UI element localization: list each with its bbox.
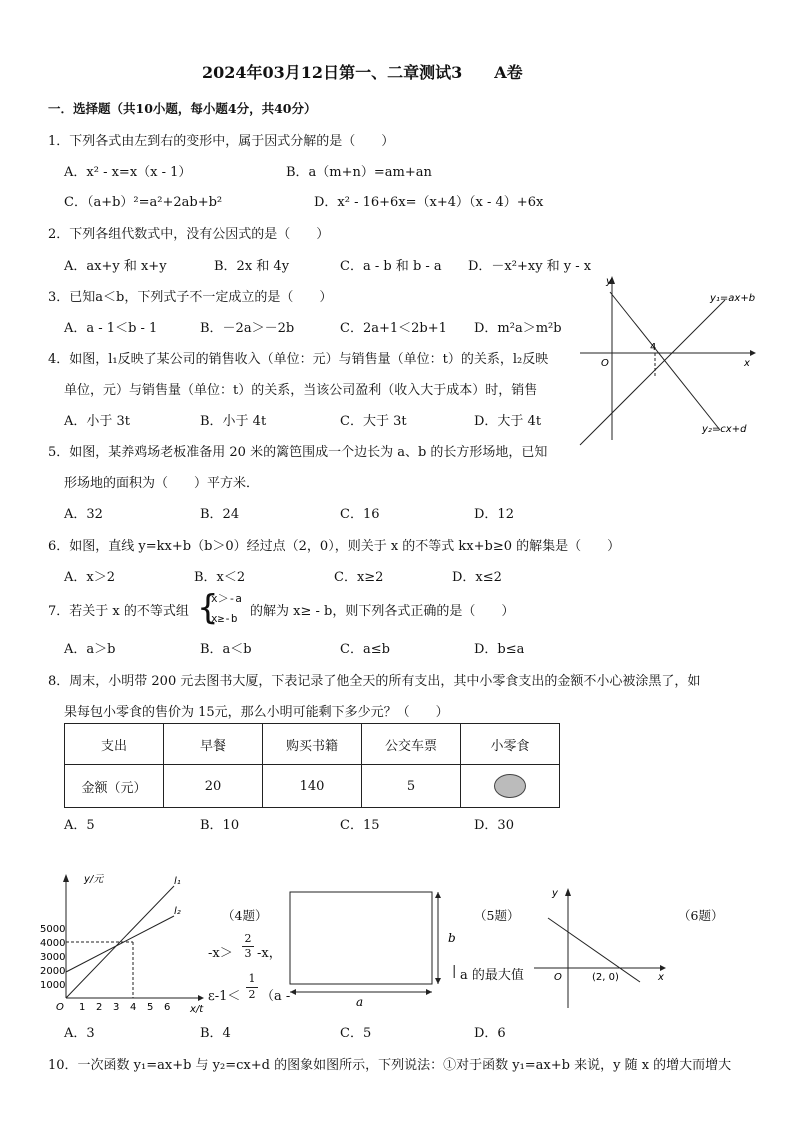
q4-option-d: D．大于 4t (474, 414, 542, 429)
q5-rectangle-figure (286, 888, 466, 1008)
x-axis-arrow (198, 995, 204, 1001)
q1-option-c: C．（a+b）²=a²+2ab+b² (64, 195, 223, 210)
q5-stem-line2: 形场地的面积为（ ）平方米． (64, 476, 260, 491)
table-header-cell: 小零食 (461, 724, 560, 765)
graph4-origin: O (56, 1002, 64, 1013)
label-y2: y₂=cx+d (702, 424, 747, 435)
q8-stem-line2: 果每包小零食的售价为 15元，那么小明可能剩下多少元？（ ） (64, 705, 449, 720)
table-row (65, 765, 560, 808)
table-cell: 5 (362, 765, 461, 808)
q3-option-b: B．－2a＞－2b (200, 321, 295, 336)
y-tick-2000: 2000 (40, 966, 66, 977)
dim-a-arrow-right (426, 989, 432, 995)
q8-stem-line1: 8．周末，小明带 200 元去图书大厦，下表记录了他全天的所有支出，其中小零食支出的金额不小心被涂黑了，如 (48, 674, 701, 689)
y-tick-4000: 4000 (40, 938, 66, 949)
section-heading: 一．选择题（共10小题，每小题4分，共40分） (48, 101, 317, 116)
q9-fragment-3: ε-1＜ (208, 989, 241, 1004)
graph4-y-label: y/元 (84, 874, 104, 885)
q4-option-b: B．小于 4t (200, 414, 267, 429)
q3-option-a: A．a - 1＜b - 1 (64, 321, 158, 336)
q6-option-a: A．x＞2 (64, 570, 115, 585)
x-axis-arrow (660, 965, 666, 971)
x-tick-3: 3 (113, 1002, 120, 1013)
q2-option-a: A．ax+y 和 x+y (64, 259, 167, 274)
q9-fraction-den: 3 (244, 947, 252, 960)
table-header-row (65, 724, 560, 765)
inkblot-shape (494, 774, 526, 798)
figure-label-q6: （6题） (678, 908, 724, 923)
q2-stem: 2．下列各组代数式中，没有公因式的是（ ） (48, 227, 330, 242)
graph4-x-label: x/t (190, 1004, 204, 1015)
q9-fraction-num: 2 (244, 932, 252, 945)
graph6-point: (2, 0) (592, 972, 619, 983)
q3-option-c: C．2a+1＜2b+1 (340, 321, 447, 336)
q9-fragment-4: （a - (261, 989, 291, 1004)
q6-line-graph (530, 882, 670, 1012)
y-tick-3000: 3000 (40, 952, 66, 963)
q4-option-a: A．小于 3t (64, 414, 131, 429)
q9-fraction2-num: 1 (248, 972, 256, 985)
q8-option-c: C．15 (340, 818, 380, 833)
expense-table (64, 723, 560, 808)
label-y1: y₁=ax+b (710, 293, 756, 304)
x-axis-arrow (750, 350, 756, 356)
q7-system-line2: x≥-b (211, 612, 238, 625)
graph6-x-label: x (658, 972, 664, 983)
q9-fragment-2: -x， (257, 946, 282, 961)
q7-option-b: B．a＜b (200, 642, 252, 657)
dim-b-arrow-top (435, 892, 441, 898)
label-b: b (448, 931, 456, 945)
q1-option-d: D．x² - 16+6x=（x+4）（x - 4）+6x (314, 195, 544, 210)
table-cell: 140 (263, 765, 362, 808)
q10-stem: 10．一次函数 y₁=ax+b 与 y₂=cx+d 的图象如图所示，下列说法：①对于函数 y₁=ax+b 来说，y 随 x 的增大而增大 (48, 1058, 732, 1073)
page-title: 2024年03月12日第一、二章测试3 A卷 (202, 63, 523, 82)
q5-option-a: A．32 (64, 507, 103, 522)
line-y2 (610, 292, 720, 430)
q7-stem-b: 的解为 x≥ - b，则下列各式正确的是（ ） (250, 604, 515, 619)
table-cell: 金额（元） (65, 765, 164, 808)
x-tick-4: 4 (130, 1002, 137, 1013)
q5-option-b: B．24 (200, 507, 240, 522)
q6-option-d: D．x≤2 (452, 570, 502, 585)
q2-option-d: D．－x²+xy 和 y - x (468, 259, 592, 274)
dim-a-arrow-left (290, 989, 296, 995)
graph-tick-4: 4 (650, 342, 657, 353)
q9-option-b: B．4 (200, 1026, 231, 1041)
q10-function-graph (570, 270, 760, 450)
label-l1: l₁ (174, 876, 181, 887)
q2-option-c: C．a - b 和 b - a (340, 259, 442, 274)
graph-y-label: y (606, 276, 612, 287)
q9-fragment-5-bar: | (452, 964, 457, 979)
table-cell-obscured (461, 765, 560, 808)
table-header-cell: 公交车票 (362, 724, 461, 765)
table-header-cell: 购买书籍 (263, 724, 362, 765)
q1-option-a: A．x² - x=x（x - 1） (64, 165, 192, 180)
x-tick-2: 2 (96, 1002, 103, 1013)
q3-option-d: D．m²a＞m²b (474, 321, 562, 336)
q6-option-b: B．x＜2 (194, 570, 246, 585)
q7-option-a: A．a＞b (64, 642, 116, 657)
x-tick-1: 1 (79, 1002, 86, 1013)
q9-option-a: A．3 (64, 1026, 95, 1041)
q7-option-d: D．b≤a (474, 642, 525, 657)
x-tick-5: 5 (147, 1002, 154, 1013)
q6-option-c: C．x≥2 (334, 570, 384, 585)
q8-option-b: B．10 (200, 818, 240, 833)
q4-stem-line1: 4．如图，l₁反映了某公司的销售收入（单位：元）与销售量（单位：t）的关系，l₂反映 (48, 352, 549, 367)
q9-option-d: D．6 (474, 1026, 506, 1041)
q3-stem: 3．已知a＜b，下列式子不一定成立的是（ ） (48, 290, 333, 305)
figure-label-q4: （4题） (222, 908, 268, 923)
q4-sales-graph (40, 868, 210, 1018)
q5-stem-line1: 5．如图，某养鸡场老板准备用 20 米的篱笆围成一个边长为 a、b 的长方形场地，已知 (48, 445, 548, 460)
q9-fraction2-den: 2 (248, 988, 256, 1001)
y-axis-arrow (565, 888, 571, 896)
q7-option-c: C．a≤b (340, 642, 390, 657)
q4-option-c: C．大于 3t (340, 414, 407, 429)
graph-origin: O (601, 358, 609, 369)
graph6-origin: O (554, 972, 562, 983)
q2-option-b: B．2x 和 4y (214, 259, 290, 274)
q7-system-line1: x＞-a (211, 592, 242, 605)
y-tick-5000: 5000 (40, 924, 66, 935)
q4-stem-line2: 单位，元）与销售量（单位：t）的关系，当该公司盈利（收入大于成本）时，销售 (64, 383, 538, 398)
q7-stem-a: 7．若关于 x 的不等式组 (48, 604, 189, 619)
q7-brace: { (197, 588, 219, 628)
rectangle (290, 892, 432, 984)
q8-option-d: D．30 (474, 818, 514, 833)
label-l2: l₂ (174, 906, 181, 917)
q1-option-b: B．a（m+n）=am+an (286, 165, 432, 180)
q9-option-c: C．5 (340, 1026, 372, 1041)
q6-stem: 6．如图，直线 y=kx+b（b＞0）经过点（2，0），则关于 x 的不等式 kx+b≥0 的解集是（ ） (48, 539, 621, 554)
table-cell: 20 (164, 765, 263, 808)
y-tick-1000: 1000 (40, 980, 66, 991)
y-axis-arrow (63, 874, 69, 882)
q9-fragment-1: -x＞ (208, 946, 233, 961)
q1-stem: 1．下列各式由左到右的变形中，属于因式分解的是（ ） (48, 134, 395, 149)
line-l2 (66, 916, 174, 972)
graph-x-label: x (744, 358, 750, 369)
label-a: a (356, 995, 364, 1008)
dim-b-arrow-bottom (435, 978, 441, 984)
figure-label-q5: （5题） (474, 908, 520, 923)
q5-option-d: D．12 (474, 507, 514, 522)
q9-fragment-5: a 的最大值 (460, 968, 524, 983)
table-header-cell: 早餐 (164, 724, 263, 765)
q5-option-c: C．16 (340, 507, 380, 522)
q8-option-a: A．5 (64, 818, 95, 833)
graph6-y-label: y (552, 888, 558, 899)
table-header-cell: 支出 (65, 724, 164, 765)
x-tick-6: 6 (164, 1002, 171, 1013)
